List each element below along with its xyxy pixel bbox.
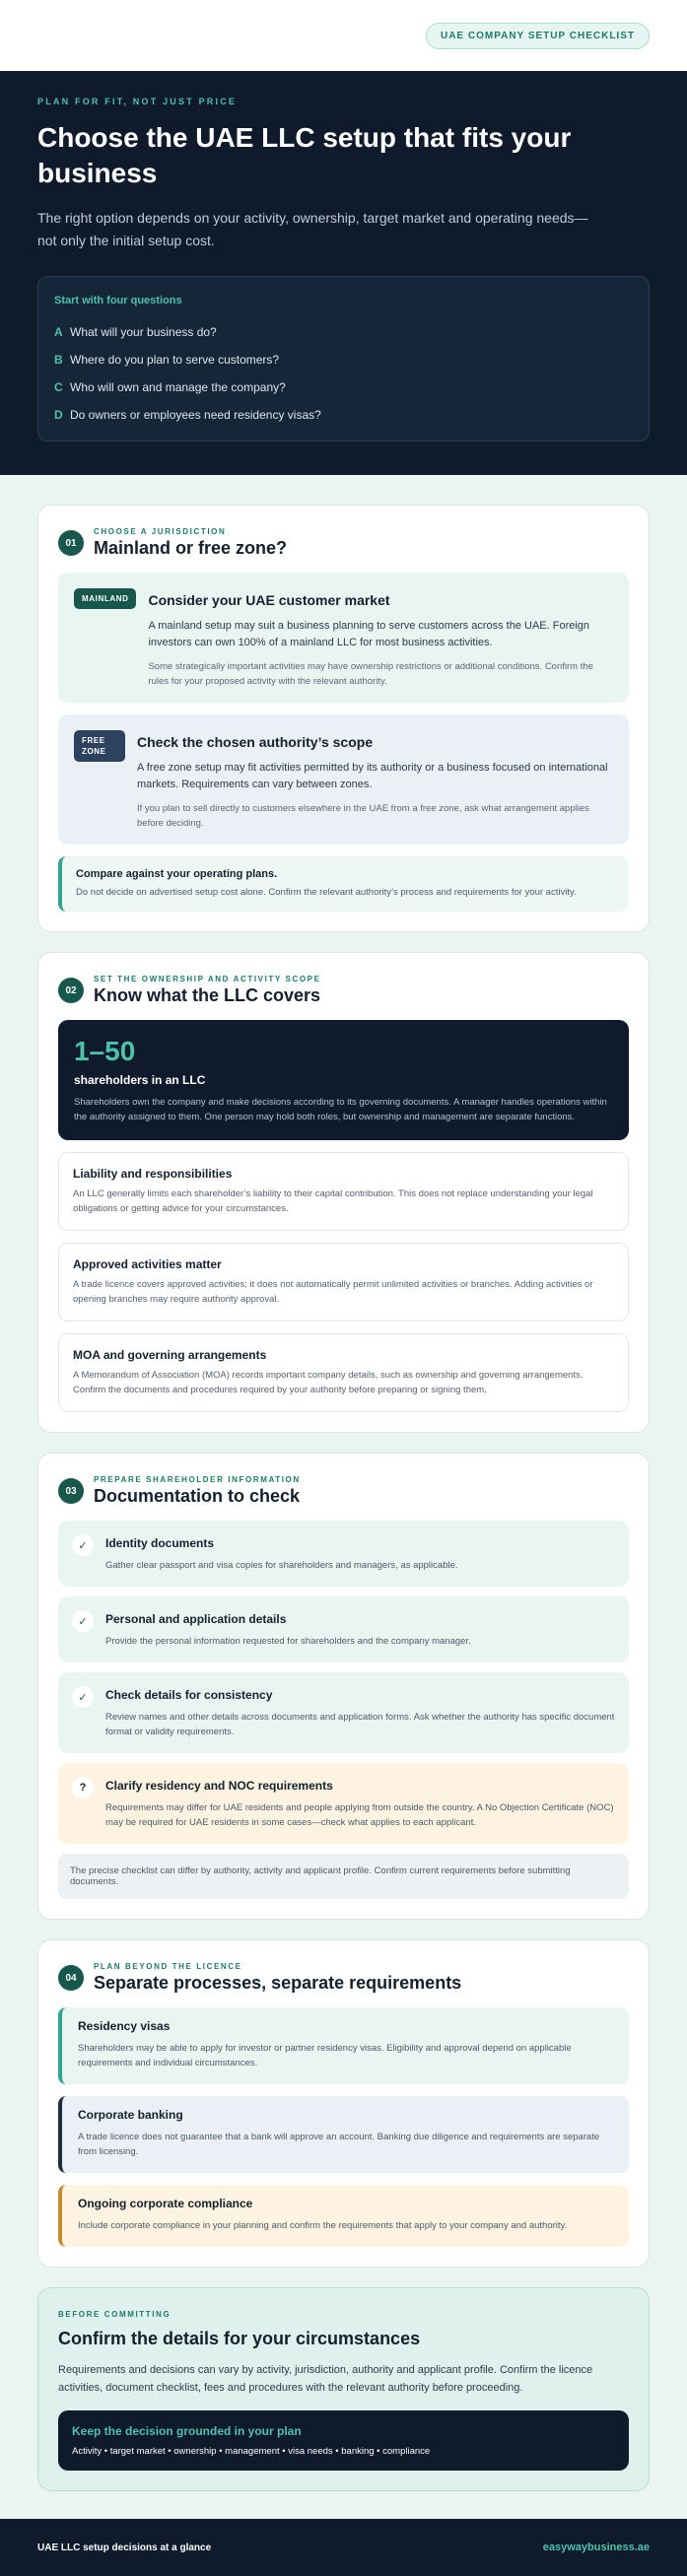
checklist-item-title: Personal and application details xyxy=(105,1612,287,1626)
option-note: If you plan to sell directly to customers elsewhere in the UAE from a free zone, ask what arrangement applies before deciding. xyxy=(137,803,589,829)
check-icon: ✓ xyxy=(72,1686,94,1708)
checklist-badge: UAE COMPANY SETUP CHECKLIST xyxy=(426,23,650,49)
process-text: Shareholders may be able to apply for investor or partner residency visas. Eligibility and approval depend on applicable requirements and individual circumstances. xyxy=(78,2043,572,2068)
mainland-option xyxy=(58,573,629,703)
question-letter: B xyxy=(54,353,63,367)
questions-heading: Start with four questions xyxy=(54,295,182,306)
option-note: Some strategically important activities may have ownership restrictions or additional conditions. Confirm the rules for your proposed activity with the relevant authority. xyxy=(148,661,593,687)
checklist-item xyxy=(58,1596,629,1662)
section-header xyxy=(58,975,629,1006)
jurisdiction-section xyxy=(37,505,650,932)
question-text: Do owners or employees need residency visas? xyxy=(70,408,321,422)
shareholder-stat xyxy=(58,1020,629,1140)
corporate-banking-card xyxy=(58,2096,629,2173)
box-text: A Memorandum of Association (MOA) records important company details, such as ownership and governing arrangements. Confirm the documents and procedures required by your authority before preparing or signing them. xyxy=(73,1370,584,1395)
checklist-footnote: The precise checklist can differ by authority, activity and applicant profile. Confirm current requirements before submitting documents. xyxy=(58,1854,629,1899)
footer xyxy=(0,2519,687,2576)
section-title: Documentation to check xyxy=(94,1486,301,1506)
grounded-text: Activity • target market • ownership • management • visa needs • banking • compliance xyxy=(72,2446,431,2457)
section-eyebrow: PLAN BEYOND THE LICENCE xyxy=(94,1962,242,1971)
question-letter: D xyxy=(54,408,63,422)
section-title: Mainland or free zone? xyxy=(94,538,288,558)
process-text: Include corporate compliance in your planning and confirm the requirements that apply to your company and authority. xyxy=(78,2220,568,2231)
box-title: Approved activities matter xyxy=(73,1257,222,1271)
stat-label: shareholders in an LLC xyxy=(74,1073,206,1087)
confirm-text: Requirements and decisions can vary by activity, jurisdiction, authority and applicant profile. Confirm the licence activities, document checklist, fees and procedures with the relevant authority before proceeding. xyxy=(58,2364,593,2394)
section-eyebrow: SET THE OWNERSHIP AND ACTIVITY SCOPE xyxy=(94,975,321,983)
option-text: A mainland setup may suit a business planning to serve customers across the UAE. Foreign investors can own 100% of a mainland LLC for most business activities. xyxy=(148,620,590,648)
hero xyxy=(0,71,687,475)
checklist-item xyxy=(58,1521,629,1587)
box-text: An LLC generally limits each shareholder’s liability to their capital contribution. This does not replace understanding your legal obligations or getting advice for your circumstances. xyxy=(73,1188,593,1214)
checklist-item xyxy=(58,1672,629,1753)
question-text: Where do you plan to serve customers? xyxy=(70,353,280,367)
option-text: A free zone setup may fit activities permitted by its authority or a business focused on international markets. Requirements can vary between zones. xyxy=(137,762,608,790)
question-text: Who will own and manage the company? xyxy=(70,380,286,394)
callout-title: Compare against your operating plans. xyxy=(76,868,278,880)
question-item xyxy=(54,373,633,401)
stat-value: 1–50 xyxy=(74,1036,136,1066)
section-number: 03 xyxy=(58,1478,84,1504)
processes-section xyxy=(37,1939,650,2268)
free-zone-option xyxy=(58,714,629,845)
option-title: Consider your UAE customer market xyxy=(148,592,390,608)
main-content xyxy=(0,475,687,2491)
confirm-section xyxy=(37,2287,650,2491)
section-number: 02 xyxy=(58,978,84,1003)
mainland-tag: MAINLAND xyxy=(74,588,136,609)
footer-caption: UAE LLC setup decisions at a glance xyxy=(37,2542,212,2553)
confirm-title: Confirm the details for your circumstances xyxy=(58,2329,421,2348)
question-item xyxy=(54,318,633,346)
section-number: 01 xyxy=(58,530,84,556)
check-icon: ✓ xyxy=(72,1534,94,1556)
checklist-item-title: Check details for consistency xyxy=(105,1688,273,1702)
process-title: Residency visas xyxy=(78,2019,171,2033)
process-title: Ongoing corporate compliance xyxy=(78,2197,253,2210)
checklist-item-title: Identity documents xyxy=(105,1536,215,1550)
hero-eyebrow: PLAN FOR FIT, NOT JUST PRICE xyxy=(37,97,238,106)
check-icon: ✓ xyxy=(72,1610,94,1632)
section-number: 04 xyxy=(58,1965,84,1991)
box-text: A trade licence covers approved activities; it does not automatically permit unlimited activities or branches. Adding activities or opening branches may require authority approval. xyxy=(73,1279,593,1305)
process-text: A trade licence does not guarantee that a bank will approve an account. Banking due diligence and requirements are separate from licensing. xyxy=(78,2132,600,2157)
info-box xyxy=(58,1152,629,1231)
hero-subtitle: The right option depends on your activity, ownership, target market and operating needs—not only the initial setup cost. xyxy=(37,210,588,248)
question-letter: C xyxy=(54,380,63,394)
checklist-item-text: Provide the personal information requested for shareholders and the company manager. xyxy=(105,1636,471,1647)
top-bar xyxy=(0,0,687,71)
compare-callout xyxy=(58,856,629,912)
info-box xyxy=(58,1243,629,1322)
section-eyebrow: PREPARE SHAREHOLDER INFORMATION xyxy=(94,1475,301,1484)
page-title: Choose the UAE LLC setup that fits your business xyxy=(37,122,572,188)
compliance-card xyxy=(58,2185,629,2247)
checklist-item xyxy=(58,1763,629,1844)
box-title: Liability and responsibilities xyxy=(73,1167,233,1181)
free-zone-tag: FREE ZONE xyxy=(74,730,125,762)
section-header xyxy=(58,1475,629,1507)
option-title: Check the chosen authority’s scope xyxy=(137,734,374,750)
stat-text: Shareholders own the company and make decisions according to its governing documents. A manager handles operations within the authority assigned to them. One person may hold both roles, but ownership and management are separate functions. xyxy=(74,1097,607,1122)
question-item xyxy=(54,346,633,373)
callout-text: Do not decide on advertised setup cost alone. Confirm the relevant authority’s process and requirements for your activity. xyxy=(76,887,577,898)
documentation-section xyxy=(37,1453,650,1920)
checklist-item-title: Clarify residency and NOC requirements xyxy=(105,1779,333,1793)
checklist-item-text: Gather clear passport and visa copies for shareholders and managers, as applicable. xyxy=(105,1560,458,1571)
grounded-title: Keep the decision grounded in your plan xyxy=(72,2424,302,2438)
confirm-eyebrow: BEFORE COMMITTING xyxy=(58,2310,172,2319)
section-header xyxy=(58,527,629,559)
questions-panel xyxy=(37,276,650,441)
checklist-item-text: Review names and other details across documents and application forms. Ask whether the authority has specific document format or validity requirements. xyxy=(105,1712,615,1737)
section-header xyxy=(58,1962,629,1994)
question-item xyxy=(54,401,633,429)
box-title: MOA and governing arrangements xyxy=(73,1348,267,1362)
residency-visas-card xyxy=(58,2007,629,2084)
section-title: Separate processes, separate requirements xyxy=(94,1973,462,1993)
section-eyebrow: CHOOSE A JURISDICTION xyxy=(94,527,227,536)
grounded-panel xyxy=(58,2410,629,2471)
question-mark-icon: ? xyxy=(72,1777,94,1798)
section-title: Know what the LLC covers xyxy=(94,985,321,1005)
checklist-item-text: Requirements may differ for UAE residents and people applying from outside the country. A No Objection Certificate (NOC) may be required for UAE residents in some cases—check what applies to each applicant. xyxy=(105,1802,614,1828)
footer-site-link[interactable]: easywaybusiness.ae xyxy=(542,2542,650,2553)
llc-scope-section xyxy=(37,952,650,1433)
question-letter: A xyxy=(54,325,63,339)
info-box xyxy=(58,1333,629,1412)
question-text: What will your business do? xyxy=(70,325,217,339)
process-title: Corporate banking xyxy=(78,2108,183,2122)
